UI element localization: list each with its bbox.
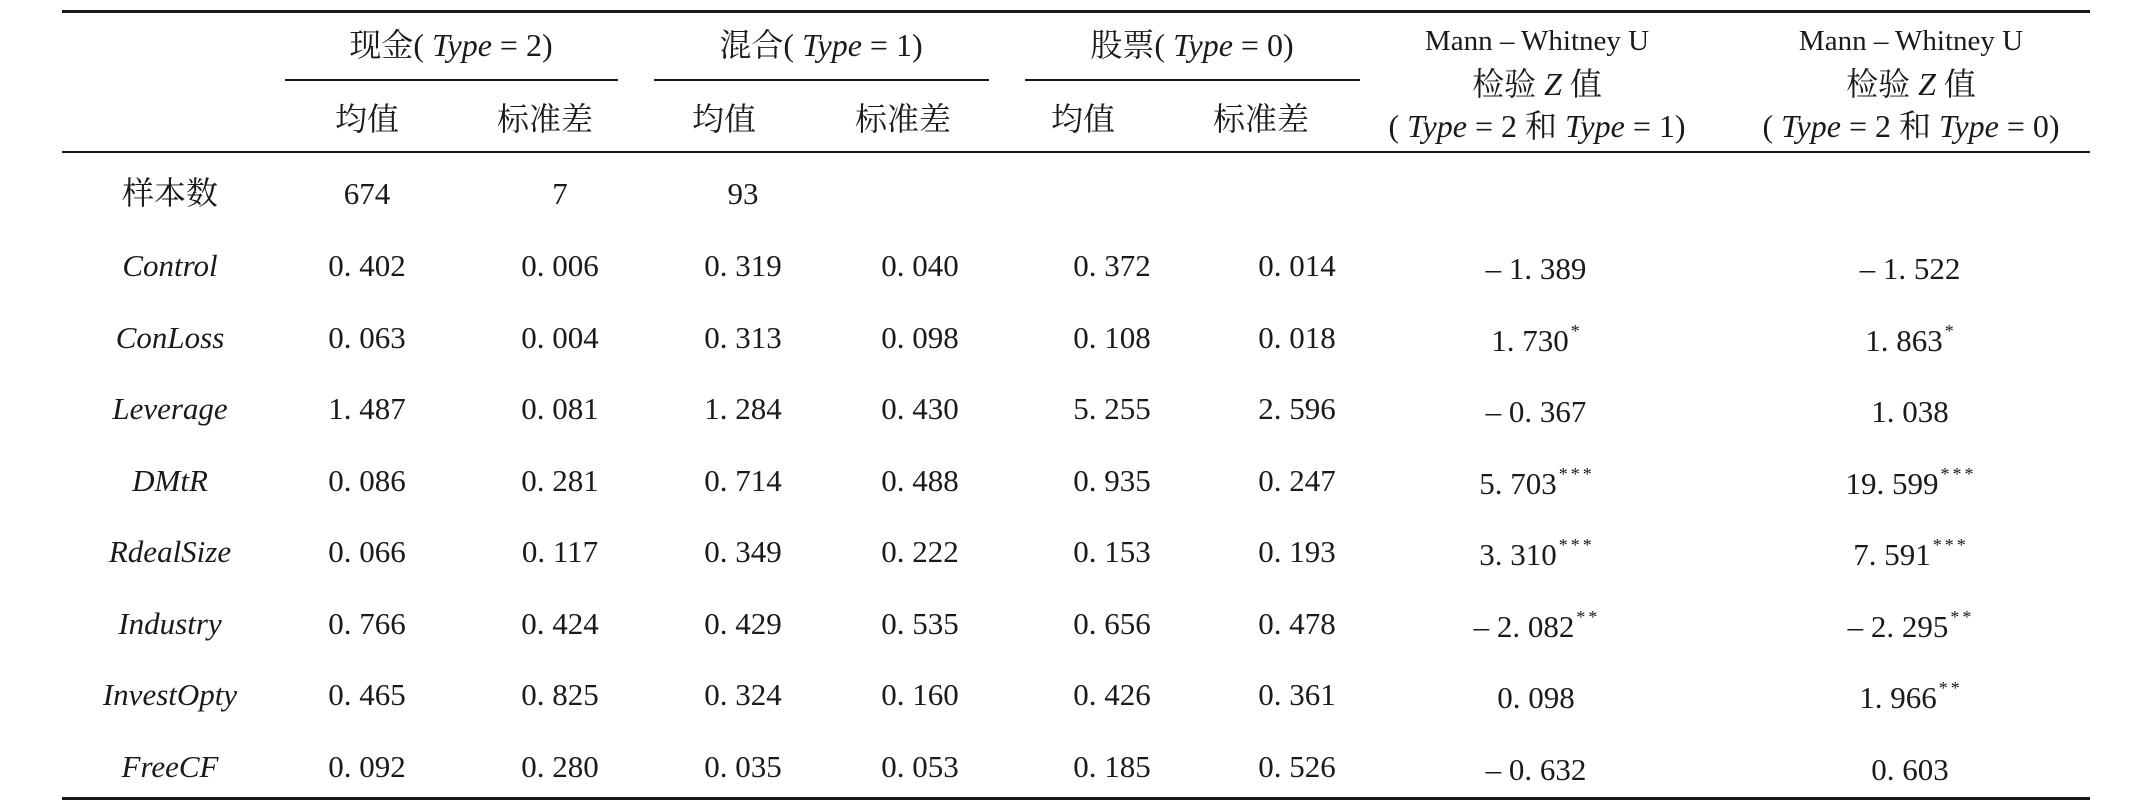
mw-line3 <box>1388 110 1685 142</box>
significance-marker: *** <box>1932 535 1969 555</box>
significance-marker: *** <box>1558 464 1595 484</box>
cell <box>881 250 959 281</box>
cell <box>328 608 406 639</box>
subheader-mean-cash: 均值 <box>334 101 400 137</box>
mw-line3-end: = 1) <box>1624 108 1686 144</box>
cell-value: 1. 038 <box>1871 394 1949 429</box>
variable-name: Control <box>122 248 218 283</box>
cell-value: 0. 349 <box>704 534 782 569</box>
significance-marker: * <box>1570 321 1583 341</box>
z-value-cell <box>1859 679 1963 713</box>
variable-name: FreeCF <box>121 749 219 784</box>
cell-value: 0. 656 <box>1073 606 1151 641</box>
cell-value: 3. 310 <box>1479 537 1557 572</box>
mw-line2 <box>1846 68 1976 100</box>
cell-value: 0. 488 <box>881 463 959 498</box>
mw-line3-type2: Type <box>1565 108 1625 144</box>
mw-line3-mid: = 2 和 <box>1840 108 1940 144</box>
cell <box>521 250 599 281</box>
cell-value: 0. 004 <box>521 320 599 355</box>
cell-value: 0. 935 <box>1073 463 1151 498</box>
type-label: Type <box>432 27 492 63</box>
cell <box>1258 465 1336 496</box>
cell-value: – 1. 522 <box>1859 251 1961 286</box>
z-value-cell <box>1491 322 1583 356</box>
cell-value: 5. 703 <box>1479 466 1557 501</box>
cell <box>881 751 959 782</box>
cell <box>328 250 406 281</box>
cell-value: 0. 319 <box>704 248 782 283</box>
significance-marker: * <box>1944 321 1957 341</box>
cell-value: 0. 006 <box>521 248 599 283</box>
cell <box>704 608 782 639</box>
cell <box>328 751 406 782</box>
cell-value: – 1. 389 <box>1485 251 1587 286</box>
z-value-cell <box>1860 250 1963 284</box>
cell-value: 0. 053 <box>881 749 959 784</box>
group-name: 混合 <box>719 27 784 63</box>
z-value-cell <box>1865 322 1957 356</box>
row-label: 样本数 <box>121 175 219 211</box>
cell <box>1258 393 1336 424</box>
cell <box>881 608 959 639</box>
cell <box>704 465 782 496</box>
z-value-cell <box>1871 751 1951 785</box>
cell-value: 0. 430 <box>881 391 959 426</box>
cell-value: 1. 487 <box>328 391 406 426</box>
cell-value: 1. 284 <box>704 391 782 426</box>
mw-line3-open: ( <box>1762 108 1782 144</box>
cell <box>881 679 959 710</box>
significance-marker: *** <box>1558 535 1595 555</box>
cell-value: 0. 313 <box>704 320 782 355</box>
bottom-rule <box>62 797 2090 800</box>
mw-line3-open: ( <box>1388 108 1408 144</box>
type-label: Type <box>1173 27 1233 63</box>
variable-name: InvestOpty <box>102 677 238 712</box>
cell-value: 0. 247 <box>1258 463 1336 498</box>
mw-line2-post: 值 <box>1561 66 1602 102</box>
cell-value: 0. 324 <box>704 677 782 712</box>
mw-line2-z: Z <box>1918 66 1936 102</box>
cell <box>881 322 959 353</box>
variable-name: RdealSize <box>108 534 232 569</box>
cell-value: 7. 591 <box>1853 537 1931 572</box>
cell-value: 0. 465 <box>328 677 406 712</box>
mw-line2-pre: 检验 <box>1846 66 1919 102</box>
cell-value: 0. 086 <box>328 463 406 498</box>
group-underline-mixed <box>654 79 989 81</box>
cell <box>1258 536 1336 567</box>
cell-value: 0. 193 <box>1258 534 1336 569</box>
cell-value: 0. 281 <box>521 463 599 498</box>
type-eq: = 0 <box>1232 27 1283 63</box>
mw-line3-mid: = 2 和 <box>1466 108 1566 144</box>
z-value-cell <box>1853 536 1969 570</box>
subheader-mean-mixed: 均值 <box>691 101 757 137</box>
variable-name: DMtR <box>132 463 208 498</box>
cell <box>881 536 959 567</box>
significance-marker: *** <box>1940 464 1977 484</box>
z-value-cell <box>1846 465 1977 499</box>
cell-value: 0. 402 <box>328 248 406 283</box>
type-eq: = 2 <box>491 27 542 63</box>
cell <box>704 679 782 710</box>
subheader-std-mixed: 标准差 <box>854 101 952 137</box>
group-underline-cash <box>285 79 618 81</box>
cell <box>704 393 782 424</box>
type-eq: = 1 <box>861 27 912 63</box>
cell <box>328 393 406 424</box>
cell-value: 0. 825 <box>521 677 599 712</box>
cell <box>881 465 959 496</box>
cell-value: 0. 098 <box>1497 680 1575 715</box>
group-underline-stock <box>1025 79 1360 81</box>
z-value-cell <box>1848 608 1975 642</box>
cell <box>521 322 599 353</box>
subheader-mean-stock: 均值 <box>1050 101 1116 137</box>
cell-value: 0. 153 <box>1073 534 1151 569</box>
cell <box>328 536 406 567</box>
cell-value: 5. 255 <box>1073 391 1151 426</box>
cell-value: 0. 222 <box>881 534 959 569</box>
cell <box>1073 250 1151 281</box>
cell <box>522 536 598 567</box>
cell-value: 0. 526 <box>1258 749 1336 784</box>
cell <box>1073 465 1151 496</box>
cell-value: 0. 372 <box>1073 248 1151 283</box>
significance-marker: ** <box>1576 607 1601 627</box>
cell-value: 0. 014 <box>1258 248 1336 283</box>
cell-value: 2. 596 <box>1258 391 1336 426</box>
significance-marker: ** <box>1938 678 1963 698</box>
cell <box>1258 679 1336 710</box>
type-label: Type <box>802 27 862 63</box>
cell <box>1073 679 1151 710</box>
z-value-cell <box>1479 465 1595 499</box>
cell-value: 0. 429 <box>704 606 782 641</box>
cell <box>1258 322 1336 353</box>
subheader-std-cash: 标准差 <box>496 101 594 137</box>
mw-line1: Mann – Whitney U <box>1798 25 2024 57</box>
z-value-cell <box>1479 536 1595 570</box>
cell-value: 0. 160 <box>881 677 959 712</box>
cell-value: 0. 098 <box>881 320 959 355</box>
cell-value: 0. 535 <box>881 606 959 641</box>
cell-value: 1. 966 <box>1859 680 1937 715</box>
cell-value: 0. 426 <box>1073 677 1151 712</box>
significance-marker: ** <box>1950 607 1975 627</box>
cell <box>881 393 959 424</box>
cell <box>521 465 599 496</box>
cell <box>1258 250 1336 281</box>
cell <box>704 751 782 782</box>
variable-name: ConLoss <box>115 320 225 355</box>
cell-value: 0. 066 <box>328 534 406 569</box>
cell <box>1073 393 1151 424</box>
cell-value: – 2. 082 <box>1473 609 1575 644</box>
cell <box>1073 536 1151 567</box>
cell-value: 0. 081 <box>521 391 599 426</box>
cell-value: 0. 040 <box>881 248 959 283</box>
top-rule <box>62 10 2090 13</box>
mw-line3-type1: Type <box>1407 108 1467 144</box>
z-value-cell <box>1474 608 1601 642</box>
z-value-cell <box>1871 393 1951 427</box>
cell-value: 0. 018 <box>1258 320 1336 355</box>
cell-value: 0. 108 <box>1073 320 1151 355</box>
cell <box>521 679 599 710</box>
cell <box>521 751 599 782</box>
cell-value: 1. 730 <box>1491 323 1569 358</box>
cell-value: 0. 603 <box>1871 752 1949 787</box>
cell <box>328 322 406 353</box>
cell-value: 1. 863 <box>1865 323 1943 358</box>
cell <box>1073 322 1151 353</box>
cell-value: 0. 361 <box>1258 677 1336 712</box>
cell-value: 0. 092 <box>328 749 406 784</box>
cell <box>521 608 599 639</box>
cell-value: 0. 280 <box>521 749 599 784</box>
cell: 93 <box>727 176 759 211</box>
cell <box>704 250 782 281</box>
cell-value: 0. 063 <box>328 320 406 355</box>
cell <box>521 393 599 424</box>
cell <box>1258 751 1336 782</box>
mw-line1: Mann – Whitney U <box>1424 25 1650 57</box>
mw-line2-post: 值 <box>1935 66 1976 102</box>
cell-value: – 2. 295 <box>1847 609 1949 644</box>
group-name: 现金 <box>349 27 414 63</box>
group-header-stock: 股票( Type = 0) <box>1090 27 1294 63</box>
subheader-std-stock: 标准差 <box>1212 101 1310 137</box>
z-value-cell <box>1497 679 1577 713</box>
z-value-cell <box>1486 393 1589 427</box>
group-name: 股票 <box>1090 27 1155 63</box>
cell-value: 0. 766 <box>328 606 406 641</box>
cell-value: 0. 185 <box>1073 749 1151 784</box>
cell-value: 0. 714 <box>704 463 782 498</box>
group-header-cash: 现金( Type = 2) <box>349 27 553 63</box>
cell <box>704 536 782 567</box>
cell-value: 0. 424 <box>521 606 599 641</box>
cell-value: – 0. 632 <box>1485 752 1587 787</box>
mw-line3-end: = 0) <box>1998 108 2060 144</box>
z-value-cell <box>1486 250 1589 284</box>
group-header-mixed: 混合( Type = 1) <box>719 27 923 63</box>
mw-line2-z: Z <box>1544 66 1562 102</box>
cell <box>1073 608 1151 639</box>
variable-name: Leverage <box>112 391 228 426</box>
cell <box>328 679 406 710</box>
cell-value: 0. 117 <box>521 534 599 569</box>
variable-name: Industry <box>118 606 222 641</box>
z-value-cell <box>1486 751 1589 785</box>
mw-line3-type1: Type <box>1781 108 1841 144</box>
cell <box>704 322 782 353</box>
mw-line2-pre: 检验 <box>1472 66 1545 102</box>
cell: 674 <box>343 176 391 211</box>
mw-line2 <box>1472 68 1602 100</box>
cell <box>1073 751 1151 782</box>
cell <box>328 465 406 496</box>
cell-value: 19. 599 <box>1845 466 1939 501</box>
cell-value: 0. 478 <box>1258 606 1336 641</box>
cell-value: – 0. 367 <box>1485 394 1587 429</box>
cell-value: 0. 035 <box>704 749 782 784</box>
cell <box>1258 608 1336 639</box>
mw-line3-type2: Type <box>1939 108 1999 144</box>
mw-line3 <box>1762 110 2059 142</box>
cell: 7 <box>552 176 568 211</box>
header-rule <box>62 151 2090 153</box>
